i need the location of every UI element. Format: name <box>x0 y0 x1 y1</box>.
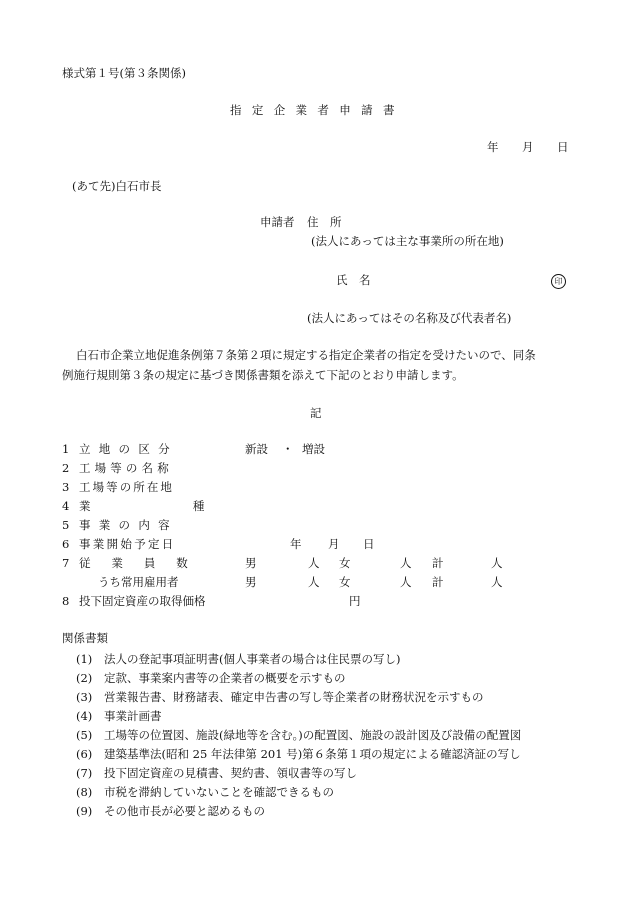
doc-number: (9) <box>76 804 93 818</box>
total-label: 計 <box>432 575 444 589</box>
body-text-line2: 例施行規則第３条の規定に基づき関係書類を添えて下記のとおり申請します。 <box>62 368 464 382</box>
item-label: 立地の区分 <box>79 442 178 456</box>
male-label: 男 <box>245 556 257 570</box>
doc-number: (6) <box>76 747 93 761</box>
item-label: 業種 <box>79 499 307 513</box>
item-label: 事業開始予定日 <box>79 537 176 551</box>
doc-text: 営業報告書、財務諸表、確定申告書の写し等企業者の財務状況を示すもの <box>104 690 484 704</box>
addressee: (あて先)白石市長 <box>72 179 162 193</box>
doc-item <box>76 654 400 666</box>
item-label: 投下固定資産の取得価格 <box>79 594 206 608</box>
item-number: 1 <box>62 442 70 456</box>
docs-heading: 関係書類 <box>62 631 108 645</box>
doc-item <box>76 806 265 818</box>
total-unit: 人 <box>491 575 503 589</box>
doc-item <box>76 730 521 742</box>
applicant-label: 申請者 <box>260 215 295 229</box>
female-label: 女 <box>339 575 351 589</box>
doc-item <box>76 787 334 799</box>
item-label: 従業員数 <box>79 556 209 570</box>
seal-mark: 印 <box>551 274 566 289</box>
doc-text: 市税を滞納していないことを確認できるもの <box>104 785 334 799</box>
item-label: 事業の内容 <box>79 518 178 532</box>
item-number: 6 <box>62 537 70 551</box>
doc-number: (8) <box>76 785 93 799</box>
item-value-new: 新設 <box>245 442 268 456</box>
start-year: 年 <box>290 537 302 551</box>
doc-text: 法人の登記事項証明書(個人事業者の場合は住民票の写し) <box>104 652 401 666</box>
female-unit: 人 <box>400 575 412 589</box>
doc-number: (7) <box>76 766 93 780</box>
item-label: 工場等の所在地 <box>79 480 174 494</box>
yen-label: 円 <box>349 594 361 608</box>
doc-text: 建築基準法(昭和 25 年法律第 201 号)第６条第１項の規定による確認済証の写し <box>104 747 521 761</box>
doc-item <box>76 749 521 761</box>
item-label: うち常用雇用者 <box>98 575 179 589</box>
ki-heading: 記 <box>310 406 322 420</box>
male-label: 男 <box>245 575 257 589</box>
doc-text: 事業計画書 <box>104 709 162 723</box>
item-value-add: 増設 <box>302 442 325 456</box>
item-number: 8 <box>62 594 70 608</box>
total-unit: 人 <box>491 556 503 570</box>
date-day: 日 <box>557 140 569 154</box>
start-month: 月 <box>328 537 340 551</box>
item-number: 7 <box>62 556 70 570</box>
address-note: (法人にあっては主な事業所の所在地) <box>311 234 504 248</box>
form-label: 様式第１号(第３条関係) <box>62 66 186 80</box>
date-year: 年 <box>487 140 499 154</box>
document-title: 指定企業者申請書 <box>230 103 405 117</box>
male-unit: 人 <box>308 556 320 570</box>
doc-number: (4) <box>76 709 93 723</box>
male-unit: 人 <box>308 575 320 589</box>
item-number: 5 <box>62 518 70 532</box>
name-note: (法人にあってはその名称及び代表者名) <box>307 311 512 325</box>
doc-number: (1) <box>76 652 93 666</box>
date-month: 月 <box>522 140 534 154</box>
item-number: 2 <box>62 461 70 475</box>
doc-text: その他市長が必要と認めるもの <box>104 804 265 818</box>
address-label: 住 所 <box>307 215 342 229</box>
total-label: 計 <box>432 556 444 570</box>
name-label: 氏 名 <box>336 273 371 287</box>
doc-number: (3) <box>76 690 93 704</box>
doc-text: 投下固定資産の見積書、契約書、領収書等の写し <box>104 766 357 780</box>
doc-text: 定款、事業案内書等の企業者の概要を示すもの <box>104 671 346 685</box>
body-text-line1: 白石市企業立地促進条例第７条第２項に規定する指定企業者の指定を受けたいので、同条 <box>76 348 536 362</box>
doc-item <box>76 692 484 704</box>
start-day: 日 <box>363 537 375 551</box>
doc-number: (5) <box>76 728 93 742</box>
item-number: 4 <box>62 499 70 513</box>
female-label: 女 <box>339 556 351 570</box>
item-value-separator: ・ <box>282 442 294 456</box>
item-label: 工場等の名称 <box>79 461 173 475</box>
doc-item <box>76 673 346 685</box>
item-number: 3 <box>62 480 70 494</box>
doc-item <box>76 768 357 780</box>
doc-text: 工場等の位置図、施設(緑地等を含む。)の配置図、施設の設計図及び設備の配置図 <box>104 728 522 742</box>
doc-number: (2) <box>76 671 93 685</box>
female-unit: 人 <box>400 556 412 570</box>
doc-item <box>76 711 162 723</box>
